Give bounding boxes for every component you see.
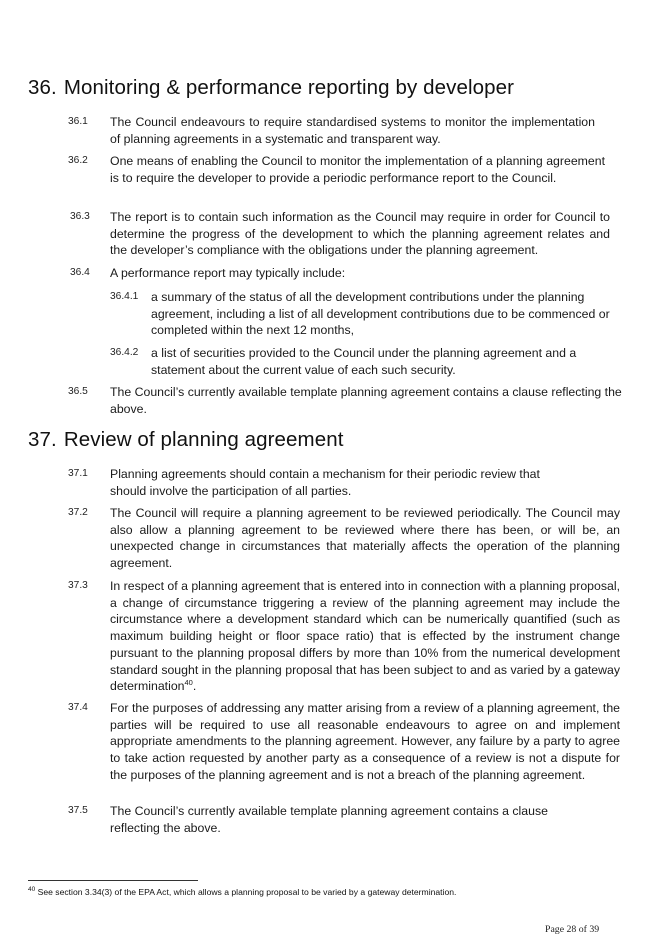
clause-37-5 [68, 803, 588, 837]
section-37-heading [28, 428, 344, 452]
clause-text-tail: . [192, 679, 197, 694]
clause-number: 36.4 [70, 267, 90, 278]
clause-37-4 [68, 700, 623, 800]
clause-36-3 [68, 209, 613, 259]
section-title: Review of planning agreement [63, 428, 344, 451]
clause-text-body: In respect of a planning agreement that is entered into in connection with a planning proposal, a change of circumstance triggering a review of the planning agreement may include the circumstance where a development standard which can be numerically quantified (such as maximum building height or floor space ratio) that is effected by the instrument change pursuant to the planning proposal differs by more than 10% from the numerical development standard sought in the planning proposal that has been subject to and as varied by a gateway determination [110, 579, 620, 694]
clause-number: 36.4.1 [110, 291, 139, 302]
clause-text: A performance report may typically include: [110, 266, 346, 280]
clause-number: 37.3 [68, 580, 88, 591]
section-number: 37. [28, 428, 57, 451]
clause-36-4-2 [110, 345, 613, 379]
clause-number: 36.2 [68, 155, 88, 166]
clause-text [110, 578, 620, 695]
clause-text: The report is to contain such information as the Council may require in order for Council to determine the progress of the development to which the planning agreement relates and the developer’s compliance with the obligations under the planning agreement. [110, 210, 610, 258]
section-36-heading [28, 76, 514, 100]
clause-36-2 [68, 153, 608, 203]
clause-36-4 [68, 265, 613, 282]
clause-text: a summary of the status of all the development contributions under the planning agreement, including a list of all development contributions due to be commenced or completed within the next 12 months, [151, 290, 610, 338]
section-title: Monitoring & performance reporting by developer [63, 76, 515, 99]
footnote-divider [28, 880, 198, 881]
clause-text: The Council will require a planning agreement to be reviewed periodically. The Council may also allow a planning agreement to be reviewed where there has been, or will be, an unexpected change in circumstances that materially affects the operation of the planning agreement. [110, 506, 620, 571]
footnote [28, 886, 456, 897]
clause-number: 37.1 [68, 468, 88, 479]
clause-text: The Council endeavours to require standardised systems to monitor the implementation of planning agreements in a systematic and transparent way. [110, 115, 595, 146]
clause-37-1 [68, 466, 608, 500]
footnote-marker: 40 [28, 886, 36, 893]
clause-36-4-1 [110, 289, 613, 339]
clause-37-3 [68, 578, 623, 696]
clause-text: Planning agreements should contain a mechanism for their periodic review that should involve the participation of all parties. [110, 467, 540, 498]
footnote-reference[interactable]: 40 [184, 678, 193, 688]
clause-number: 37.5 [68, 805, 88, 816]
clause-text: For the purposes of addressing any matter arising from a review of a planning agreement, the parties will be required to use all reasonable endeavours to agree on and implement appropriate amendments to the planning agreement. However, any failure by a party to agree to take action requested by another party as a consequence of a review is not a dispute for the purposes of the planning agreement and is not a breach of the planning agreement. [110, 701, 620, 782]
clause-number: 37.2 [68, 507, 88, 518]
clause-36-1 [68, 114, 598, 148]
clause-number: 37.4 [68, 702, 88, 713]
clause-number: 36.5 [68, 386, 88, 397]
section-number: 36. [28, 76, 57, 99]
clause-text: The Council’s currently available template planning agreement contains a clause reflecting the above. [110, 804, 548, 835]
clause-text: The Council’s currently available template planning agreement contains a clause reflecting the above. [110, 385, 622, 416]
clause-37-2 [68, 505, 623, 572]
clause-number: 36.4.2 [110, 347, 139, 358]
clause-number: 36.3 [70, 211, 90, 222]
clause-36-5 [68, 384, 628, 418]
clause-text: One means of enabling the Council to monitor the implementation of a planning agreement is to require the developer to provide a periodic performance report to the Council. [110, 154, 605, 185]
clause-text: a list of securities provided to the Council under the planning agreement and a statement about the current value of each such security. [151, 346, 577, 377]
page-number: Page 28 of 39 [545, 924, 600, 935]
clause-number: 36.1 [68, 116, 88, 127]
footnote-text: See section 3.34(3) of the EPA Act, which allows a planning proposal to be varied by a gateway determination. [35, 886, 457, 897]
